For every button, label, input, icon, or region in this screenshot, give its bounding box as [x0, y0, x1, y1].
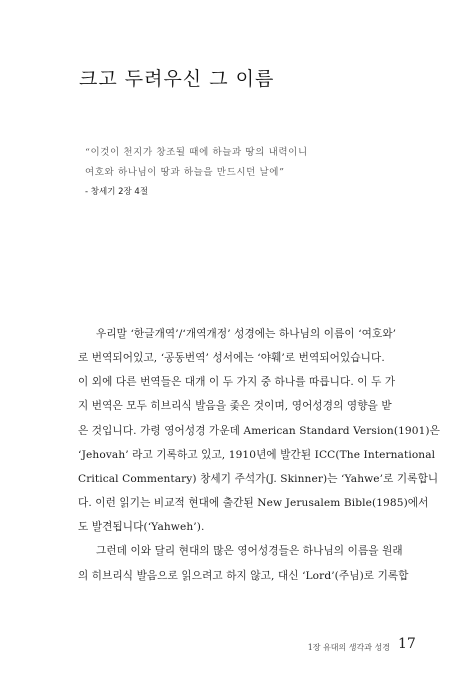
body-line: 지 번역은 모두 히브리식 발음을 좇은 것이며, 영어성경의 영향을 받	[78, 400, 392, 413]
epigraph-line: “이것이 천지가 창조될 때에 하늘과 땅의 내력이니	[85, 147, 308, 158]
body-line: 이 외에 다른 번역들은 대개 이 두 가지 중 하나를 따릅니다. 이 두 가	[78, 376, 396, 389]
body-line: 은 것입니다. 가령 영어성경 가운데 American Standard Version(1901)은	[78, 424, 440, 437]
body-line: 다. 이런 읽기는 비교적 현대에 출간된 New Jerusalem Bible(1985)에서	[78, 497, 429, 510]
chapter-title: 크고 두려우신 그 이름	[79, 68, 275, 90]
body-line: ‘Jehovah’ 라고 기록하고 있고, 1910년에 발간된 ICC(The International	[78, 448, 436, 461]
body-text	[78, 322, 440, 588]
body-line: 도 발견됩니다(‘Yahweh’).	[78, 521, 205, 534]
epigraph-source: - 창세기 2장 4절	[85, 187, 149, 197]
page-number: 17	[398, 636, 416, 652]
body-line: Critical Commentary) 창세기 주석가(J. Skinner)는 ‘Yahwe’로 기록합니	[78, 472, 439, 485]
body-line: 우리말 ‘한글개역’/‘개역개정’ 성경에는 하나님의 이름이 ‘여호와’	[96, 328, 397, 340]
body-line: 로 번역되어있고, ‘공동번역’ 성서에는 ‘야훼’로 번역되어있습니다.	[78, 352, 385, 365]
epigraph	[85, 143, 405, 201]
epigraph-line: 여호와 하나님이 땅과 하늘을 만드시던 날에”	[85, 167, 285, 178]
running-head: 1장 유대의 생각과 성경	[307, 643, 390, 652]
body-line: 의 히브리식 발음으로 읽으려고 하지 않고, 대신 ‘Lord’(주님)로 기록합	[78, 569, 409, 582]
body-line: 그런데 이와 달리 현대의 많은 영어성경들은 하나님의 이름을 원래	[96, 545, 403, 558]
